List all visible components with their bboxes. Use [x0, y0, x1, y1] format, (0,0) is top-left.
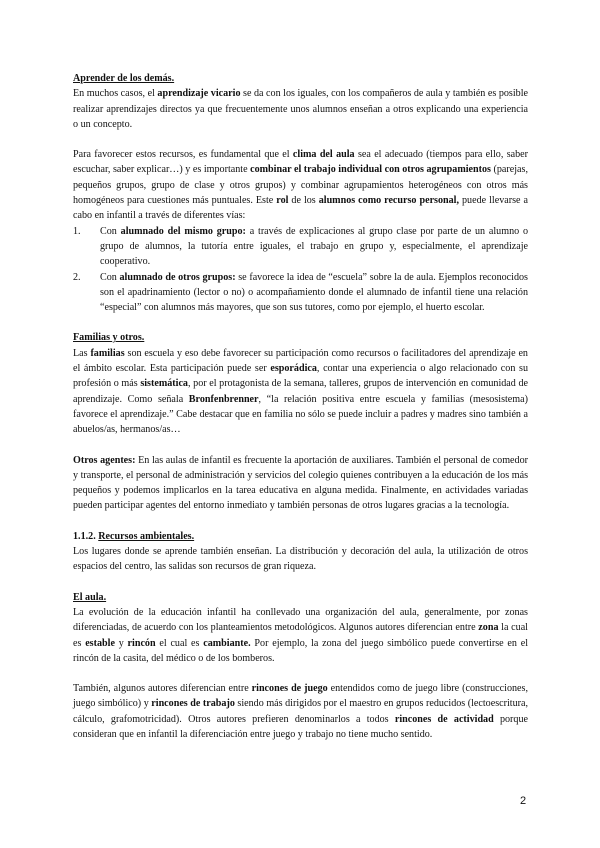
list-item: [28, 270, 528, 316]
bold-term: rol: [276, 195, 289, 207]
paragraph: También, algunos autores diferencian entre rincones de juego entendidos como de juego libre (construcciones, juego simbólico) y rincones de trabajo siendo más dirigidos por el maestro en grupos reducidos (lectoescritura, cálculo, grafomotricidad). Otros autores prefieren denominarlos a todos rincones de actividad porque consideran que en infantil la diferenciación entre juego y trabajo no tiene mucho sentido.: [73, 683, 529, 740]
text-run: En muchos casos, el: [73, 88, 158, 100]
bold-term: alumnos como recurso personal,: [318, 195, 460, 207]
section-heading: El aula.: [73, 591, 107, 603]
list-item: [28, 224, 528, 270]
section-number: 1.1.2.: [73, 530, 96, 542]
paragraph: Los lugares donde se aprende también enseñan. La distribución y decoración del aula, la utilización de otros espacios del centro, las salidas son recursos de gran riqueza.: [73, 546, 528, 573]
paragraph: [73, 147, 528, 223]
text-run: puede llevarse a cabo en infantil a través de diferentes vías:: [73, 195, 528, 222]
text-run: se da con los iguales, con los compañeros de aula y también es posible realizar aprendizajes directos ya que frecuentemente unos alumnos enseñan a otros explicando una experiencia o un concepto.: [73, 88, 528, 130]
section-title: Recursos ambientales.: [98, 530, 195, 542]
paragraph: Las familias son escuela y eso debe favorecer su participación como recursos o facilitadores del aprendizaje en el ámbito escolar. Esta participación puede ser esporádica, contar una experiencia o algo relacionado con su profesión o más sistemática, por el protagonista de la semana, talleres, grupos de intervención en comunidad de aprendizaje. Como señala Bronfenbrenner, “la relación positiva entre escuela y familias (mesosistema) favorece el aprendizaje.” Cabe destacar que en familia no sólo se puede incluir a padres y madres sino también a abuelos/as, hermanos/as…: [73, 347, 528, 436]
list-item-text: Con alumnado de otros grupos: se favorece la idea de “escuela” sobre la de aula. Ejemplos reconocidos son el apadrinamiento (lector o no) o acompañamiento donde el alumnado de infantil tiene una relación “especial” con alumnos más mayores, que son sus tutores, como por ejemplo, el huerto escolar.: [100, 271, 528, 314]
section-heading: [73, 529, 528, 544]
numbered-list: [28, 224, 528, 316]
paragraph: [73, 86, 528, 132]
list-number: 2.: [73, 271, 81, 283]
list-item-text: Con alumnado del mismo grupo: a través de explicaciones al grupo clase por parte de un alumno o grupo de alumnos, la tutoría entre iguales, el trabajo en grupo y, especialmente, el aprendizaje cooperativo.: [100, 225, 529, 268]
paragraph: La evolución de la educación infantil ha conllevado una organización del aula, generalmente, por zonas diferenciadas, de acuerdo con los planteamientos metodológicos. Algunos autores diferencian entre zona la cual es estable y rincón el cual es cambiante. Por ejemplo, la zona del juego simbólico puede convertirse en el rincón de la casita, del médico o de los bomberos.: [73, 606, 529, 664]
bold-term: clima del aula: [292, 149, 355, 161]
section-heading: Aprender de los demás.: [73, 73, 175, 84]
page-number: 2: [520, 795, 527, 807]
bold-term: combinar el trabajo individual con otros agrupamientos: [250, 164, 491, 176]
section-heading: Familias y otros.: [73, 332, 145, 344]
bold-term: Otros agentes:: [73, 454, 136, 466]
page-content: [73, 71, 528, 742]
text-run: de los: [288, 195, 319, 207]
bold-term: aprendizaje vicario: [157, 88, 241, 100]
list-number: 1.: [73, 225, 81, 237]
text-run: (parejas, pequeños grupos, grupo de clase y otros grupos) y combinar agrupamientos heterogéneos con otros más homogéneos para cuestiones más puntuales. Este: [73, 164, 528, 207]
paragraph: Otros agentes: En las aulas de infantil es frecuente la aportación de auxiliares. También el personal de comedor y transporte, el personal de administración y servicios del colegio quienes contribuyen a la educación de los más pequeños y podemos implicarlos en la tarea educativa en alguna medida. Finalmente, en actividades variadas pueden participar agentes del entorno inmediato y también personas de otros lugares gracias a la tecnología.: [73, 454, 528, 512]
text-run: sea el adecuado (tiempos para ello, saber escuchar, saber explicar…) y es importante: [73, 149, 528, 176]
text-run: Para favorecer estos recursos, es fundamental que el: [73, 149, 293, 161]
